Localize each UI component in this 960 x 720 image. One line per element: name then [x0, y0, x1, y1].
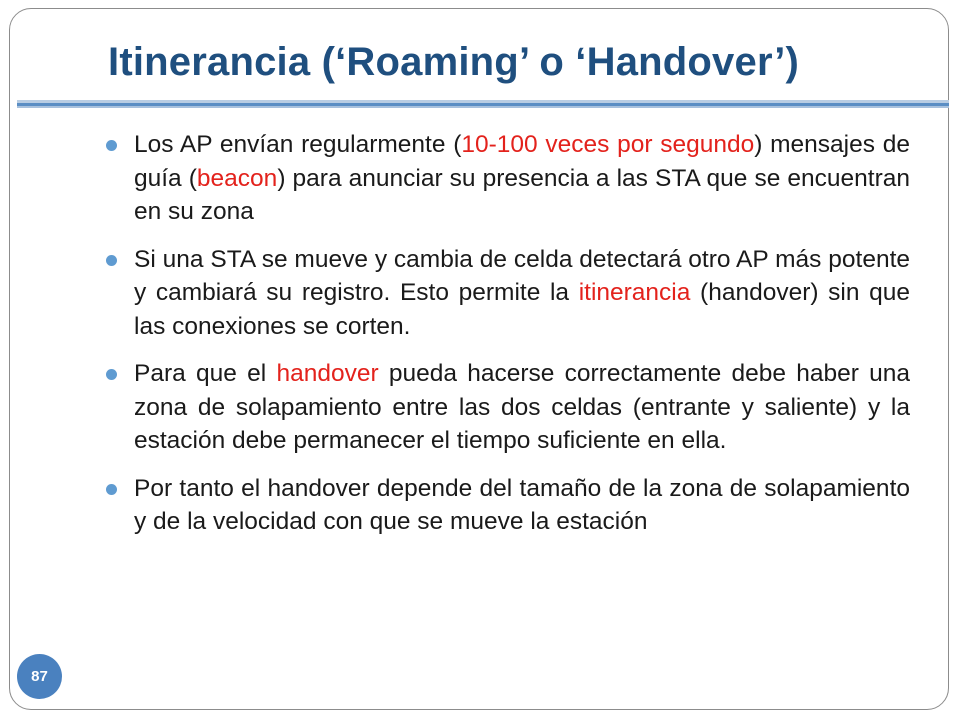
bullet-item-2	[106, 243, 910, 344]
bullet-3-part-3: pueda hacerse correctamente debe haber una zona de solapamiento entre las dos celdas (entrante y saliente) y la estación debe permanecer el tiempo suficiente en ella.	[134, 360, 910, 454]
bullet-2-text	[134, 246, 910, 340]
bullet-dot-icon	[106, 484, 117, 495]
title-underline-mid	[17, 106, 949, 108]
bullet-3-highlight-handover: handover	[276, 360, 379, 387]
bullet-1-text	[134, 131, 910, 225]
bullet-3-text	[134, 360, 910, 454]
bullet-1-highlight-rate: 10-100 veces por segundo	[461, 131, 755, 158]
bullet-2-part-1: Si una STA se mueve y cambia de celda detectará otro AP más potente y cambiará su registro. Esto permite la	[134, 245, 910, 306]
bullet-4-text: Por tanto el handover depende del tamaño de la zona de solapamiento y de la velocidad con que se mueve la estación	[134, 474, 910, 535]
bullet-1-part-1: Los AP envían regularmente (	[134, 131, 462, 158]
bullet-dot-icon	[106, 255, 117, 266]
bullet-list	[106, 128, 910, 553]
title-underline	[17, 100, 949, 108]
bullet-2-part-3: (handover) sin que las conexiones se corten.	[134, 279, 911, 340]
bullet-item-4	[106, 472, 910, 539]
bullet-2-highlight-itinerancia: itinerancia	[578, 279, 691, 306]
bullet-dot-icon	[106, 140, 117, 151]
page-number-badge: 87	[17, 654, 62, 699]
bullet-1-part-5: ) para anunciar su presencia a las STA que se encuentran en su zona	[134, 164, 911, 225]
slide-title: Itinerancia (‘Roaming’ o ‘Handover’)	[108, 40, 800, 84]
bullet-item-3	[106, 357, 910, 458]
bullet-1-part-3: ) mensajes de guía (	[134, 131, 910, 192]
bullet-item-1	[106, 128, 910, 229]
bullet-3-part-1: Para que el	[134, 360, 277, 387]
bullet-1-highlight-beacon: beacon	[196, 164, 278, 192]
bullet-dot-icon	[106, 369, 117, 380]
